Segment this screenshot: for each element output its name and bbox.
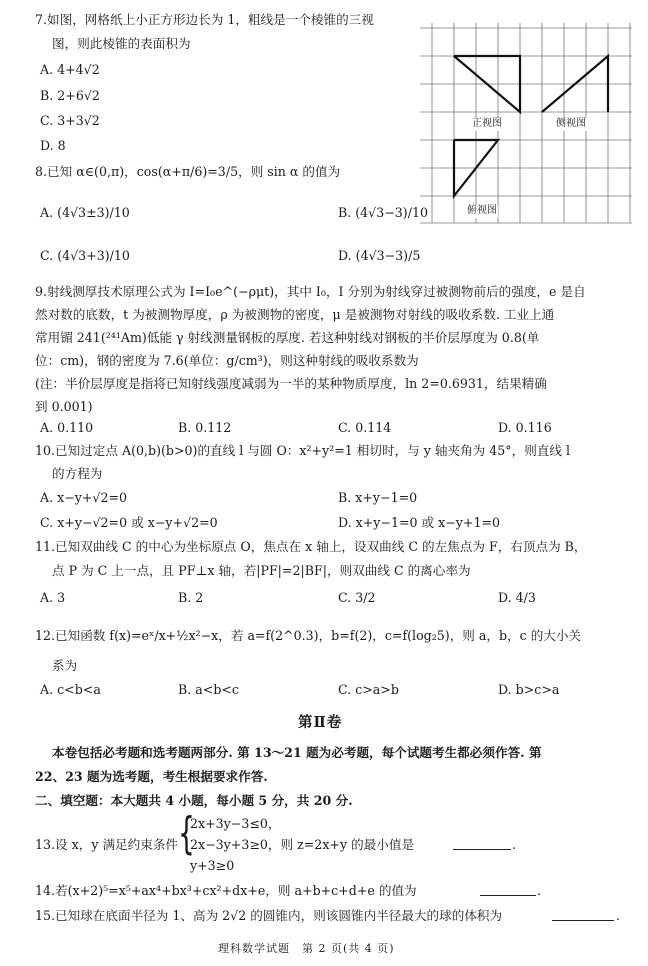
front-view-label: 正视图 bbox=[472, 118, 502, 129]
q9-option-a: A. 0.110 bbox=[40, 420, 94, 435]
part2-intro-line1: 本卷包括必考题和选考题两部分. 第 13～21 题为必考题，每个试题考生都必须作答. 第 bbox=[52, 745, 542, 760]
q12-option-a: A. c<b<a bbox=[40, 682, 101, 697]
q8-option-a: A. (4√3±3)/10 bbox=[40, 205, 130, 220]
q7-option-d: D. 8 bbox=[40, 138, 66, 153]
q8-option-b: B. (4√3−3)/10 bbox=[338, 205, 428, 220]
page-footer: 理科数学试题 第 2 页(共 4 页) bbox=[218, 942, 395, 955]
q8-option-d: D. (4√3−3)/5 bbox=[338, 248, 421, 263]
q8-option-c: C. (4√3+3)/10 bbox=[40, 248, 130, 263]
grid-lines bbox=[420, 23, 632, 223]
side-view-label: 侧视图 bbox=[556, 118, 586, 129]
q13-answer-blank[interactable] bbox=[453, 837, 511, 850]
q12-line2: 系为 bbox=[52, 658, 78, 673]
q11-option-b: B. 2 bbox=[178, 590, 204, 605]
q13-constraint-3: y+3≥0 bbox=[190, 858, 235, 873]
q10-line1: 10.已知过定点 A(0,b)(b>0)的直线 l 与圆 O：x²+y²=1 相切时，与 y 轴夹角为 45°，则直线 l bbox=[35, 443, 571, 458]
q14-answer-blank[interactable] bbox=[480, 883, 536, 896]
q11-option-a: A. 3 bbox=[40, 590, 66, 605]
q7-option-a: A. 4+4√2 bbox=[40, 62, 100, 77]
q10-option-c: C. x+y−√2=0 或 x−y+√2=0 bbox=[40, 515, 218, 530]
fill-in-section-heading: 二、填空题：本大题共 4 小题，每小题 5 分，共 20 分. bbox=[35, 793, 353, 808]
q10-option-d: D. x+y−1=0 或 x−y+1=0 bbox=[338, 515, 501, 530]
q9-line2: 然对数的底数，t 为被测物厚度，ρ 为被测物的密度，μ 是被测物对射线的吸收系数. 工业上通 bbox=[35, 307, 555, 322]
q11-option-c: C. 3/2 bbox=[338, 590, 376, 605]
q14-end: . bbox=[537, 883, 542, 898]
q15-answer-blank[interactable] bbox=[552, 908, 614, 921]
q9-line5: (注：半价层厚度是指将已知射线强度减弱为一半的某种物质厚度，ln 2=0.6931，结果精确 bbox=[35, 376, 547, 391]
q10-option-a: A. x−y+√2=0 bbox=[40, 490, 128, 505]
q11-line1: 11.已知双曲线 C 的中心为坐标原点 O，焦点在 x 轴上，设双曲线 C 的左焦点为 F，右顶点为 B， bbox=[35, 539, 587, 554]
q12-option-c: C. c>a>b bbox=[338, 682, 399, 697]
top-view-label: 俯视图 bbox=[467, 205, 497, 216]
q9-line4: 位：cm)，钢的密度为 7.6(单位：g/cm³)，则这种射线的吸收系数为 bbox=[35, 353, 419, 368]
q15-text: 15.已知球在底面半径为 1、高为 2√2 的圆锥内，则该圆锥内半径最大的球的体积为 bbox=[35, 908, 503, 923]
q9-line3: 常用镅 241(²⁴¹Am)低能 γ 射线测量钢板的厚度. 若这种射线对钢板的半价层厚度为 0.8(单 bbox=[35, 330, 540, 345]
q14-text: 14.若(x+2)⁵=x⁵+ax⁴+bx³+cx²+dx+e，则 a+b+c+d+e 的值为 bbox=[35, 883, 417, 898]
q7-stem-line2: 图，则此棱锥的表面积为 bbox=[52, 36, 191, 51]
q13-end: . bbox=[512, 837, 517, 852]
q13-constraint-2: 2x−3y+3≥0，则 z=2x+y 的最小值是 bbox=[190, 837, 415, 852]
q13-prefix: 13.设 x，y 满足约束条件 bbox=[35, 837, 179, 852]
q11-option-d: D. 4/3 bbox=[498, 590, 536, 605]
q8-stem: 8.已知 α∈(0,π)，cos(α+π/6)=3/5，则 sin α 的值为 bbox=[35, 164, 341, 179]
q10-line2: 的方程为 bbox=[52, 466, 103, 481]
q9-option-d: D. 0.116 bbox=[498, 420, 552, 435]
part2-intro-line2: 22、23 题为选考题，考生根据要求作答. bbox=[35, 769, 268, 784]
q9-option-c: C. 0.114 bbox=[338, 420, 392, 435]
q13-brace: { bbox=[178, 808, 195, 859]
three-view-figure bbox=[420, 18, 632, 228]
q7-stem-line1: 7.如图，网格纸上小正方形边长为 1，粗线是一个棱锥的三视 bbox=[35, 12, 374, 27]
q12-line1: 12.已知函数 f(x)=eˣ/x+½x²−x，若 a=f(2^0.3)，b=f(2)，c=f(log₂5)，则 a，b，c 的大小关 bbox=[35, 628, 582, 643]
part2-title: 第Ⅱ卷 bbox=[298, 714, 343, 731]
q15-end: . bbox=[616, 908, 621, 923]
q13-constraint-1: 2x+3y−3≤0， bbox=[190, 816, 281, 831]
q9-line1: 9.射线测厚技术原理公式为 I=I₀e^(−ρμt)，其中 I₀，I 分别为射线穿过被测物前后的强度，e 是自 bbox=[35, 284, 586, 299]
q12-option-b: B. a<b<c bbox=[178, 682, 239, 697]
q9-option-b: B. 0.112 bbox=[178, 420, 232, 435]
q7-option-b: B. 2+6√2 bbox=[40, 88, 100, 103]
q10-option-b: B. x+y−1=0 bbox=[338, 490, 418, 505]
q9-line6: 到 0.001) bbox=[35, 399, 93, 414]
q11-line2: 点 P 为 C 上一点，且 PF⊥x 轴，若|PF|=2|BF|，则双曲线 C 的离心率为 bbox=[52, 563, 471, 578]
q12-option-d: D. b>c>a bbox=[498, 682, 560, 697]
q7-option-c: C. 3+3√2 bbox=[40, 113, 100, 128]
